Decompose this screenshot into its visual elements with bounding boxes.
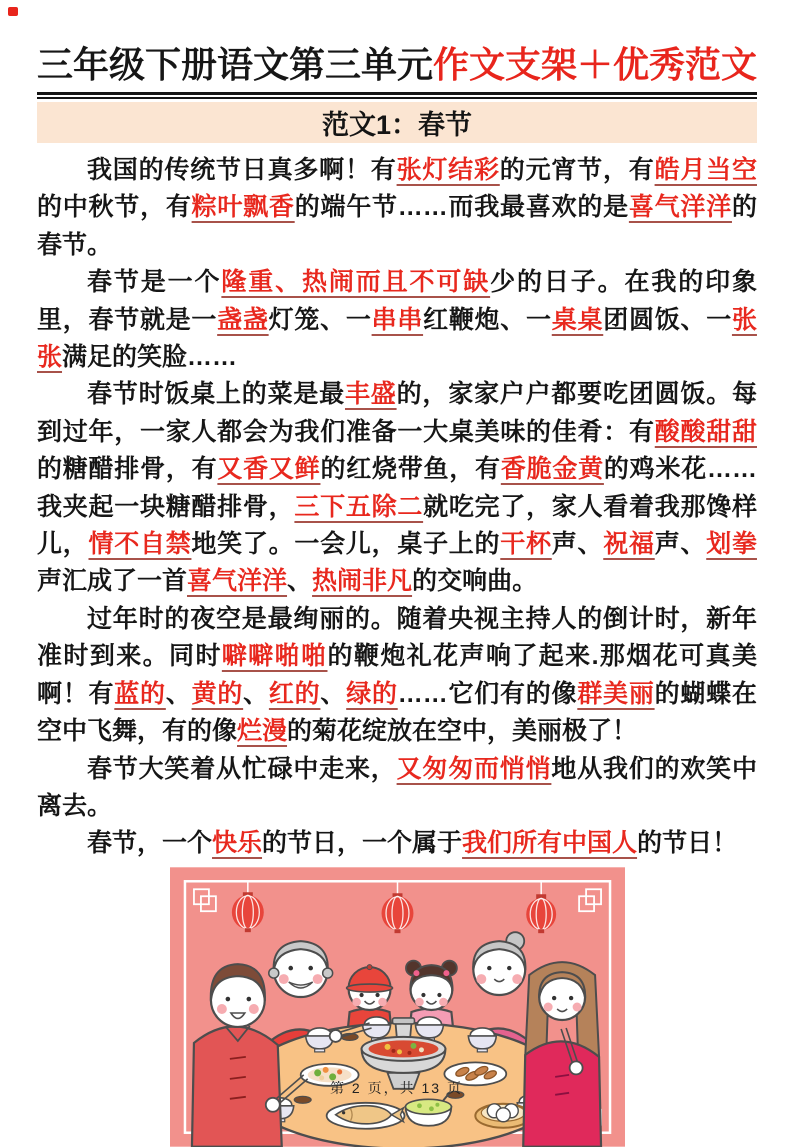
- text-run: 的蝴蝶在空中飞舞，有的像: [37, 679, 757, 746]
- highlighted-phrase: 干杯: [500, 530, 552, 559]
- text-run: 地从我们的欢笑中离去。: [37, 754, 757, 820]
- illustration-container: [37, 867, 757, 1147]
- highlighted-phrase: 又匆匆而悄悄: [396, 754, 552, 783]
- essay-paragraph: [37, 601, 757, 751]
- text-run: 声汇成了一首: [37, 567, 188, 596]
- text-run: 灯笼、一: [268, 305, 372, 334]
- text-run: 的鸡米花……我夹起一块糖醋排骨，: [37, 455, 757, 521]
- text-run: 就吃完了，家人看着我那馋样儿，: [37, 492, 757, 559]
- text-run: 春节，一个: [87, 829, 213, 858]
- highlighted-phrase: 丰盛: [344, 380, 397, 409]
- text-run: 的春节。: [37, 193, 757, 259]
- page-title-black-part: 三年级下册语文第三单元: [37, 44, 434, 85]
- highlighted-phrase: 红的: [268, 679, 321, 708]
- section-banner: [37, 102, 757, 143]
- highlighted-phrase: 张灯结彩: [396, 156, 500, 184]
- highlighted-phrase: 群美丽: [577, 679, 655, 708]
- text-run: 红鞭炮、一: [423, 305, 552, 334]
- highlighted-phrase: 噼噼啪啪: [221, 642, 328, 671]
- highlighted-phrase: 又香又鲜: [217, 455, 321, 484]
- page-title: [37, 40, 757, 90]
- highlighted-phrase: 黄的: [191, 679, 244, 708]
- text-run: 少的日子。在我的印象里，春节就是一: [37, 268, 757, 334]
- section-banner-label: 范文1：春节: [321, 110, 473, 140]
- text-run: 的节日！: [637, 829, 738, 858]
- text-run: 声、: [551, 530, 604, 559]
- text-run: 、: [165, 679, 192, 708]
- text-run: 的交响曲。: [412, 567, 538, 596]
- highlighted-phrase: 喜气洋洋: [628, 193, 732, 222]
- highlighted-phrase: 绿的: [346, 679, 398, 708]
- mother-figure: [523, 962, 601, 1147]
- highlighted-phrase: 酸酸甜甜: [654, 417, 757, 446]
- highlighted-phrase: 情不自禁: [88, 530, 192, 559]
- highlighted-phrase: 烂漫: [237, 717, 288, 746]
- text-run: 我国的传统节日真多啊！有: [87, 156, 397, 184]
- text-run: 地笑了。一会儿，桌子上的: [191, 530, 501, 559]
- essay-paragraph: [37, 751, 757, 826]
- highlighted-phrase: 香脆金黄: [500, 455, 604, 484]
- family-reunion-dinner-illustration: [170, 867, 625, 1147]
- highlighted-phrase: 喜气洋洋: [187, 567, 288, 596]
- essay-body: [37, 152, 757, 863]
- text-run: 的中秋节，有: [37, 193, 192, 222]
- highlighted-phrase: 盏盏: [217, 305, 269, 334]
- highlighted-phrase: 热闹非凡: [312, 567, 413, 596]
- highlighted-phrase: 三下五除二: [294, 492, 424, 521]
- text-run: 声、: [654, 530, 707, 559]
- fish-plate: [326, 1103, 404, 1129]
- highlighted-phrase: 蓝的: [114, 679, 166, 708]
- essay-paragraph: [37, 264, 757, 376]
- text-run: 春节是一个: [87, 268, 222, 297]
- title-double-rule: [37, 92, 757, 99]
- text-run: 的元宵节，有: [499, 156, 655, 184]
- text-run: 的，家家户户都要吃团圆饭。每到过年，一家人都会为我们准备一大桌美味的佳肴：有: [37, 380, 757, 446]
- text-run: 春节时饭桌上的菜是最: [87, 380, 345, 409]
- text-run: 满足的笑脸……: [62, 343, 238, 372]
- essay-paragraph: [37, 825, 757, 862]
- highlighted-phrase: 粽叶飘香: [191, 193, 295, 222]
- highlighted-phrase: 隆重、热闹而且不可缺: [221, 268, 491, 297]
- essay-paragraph: [37, 152, 757, 264]
- text-run: 春节大笑着从忙碌中走来，: [87, 754, 397, 783]
- page-number: 第 2 页，共 13 页: [330, 1080, 463, 1096]
- text-run: 的红烧带鱼，有: [320, 455, 501, 484]
- text-run: 的菊花绽放在空中，美丽极了！: [287, 717, 638, 746]
- highlighted-phrase: 张张: [37, 305, 757, 372]
- text-run: 的鞭炮礼花声响了起来.那烟花可真美啊！有: [37, 642, 757, 708]
- text-run: 过年时的夜空是最绚丽的。随着央视主持人的倒计时，新年准时到来。同时: [37, 604, 757, 671]
- text-run: 、: [287, 567, 313, 596]
- text-run: 的节日，一个属于: [262, 829, 463, 858]
- highlighted-phrase: 祝福: [603, 530, 655, 559]
- highlighted-phrase: 划拳: [706, 530, 757, 559]
- highlighted-phrase: 我们所有中国人: [462, 829, 638, 858]
- text-run: ……它们有的像: [397, 679, 578, 708]
- highlighted-phrase: 快乐: [212, 829, 263, 858]
- highlighted-phrase: 桌桌: [551, 305, 604, 334]
- highlighted-phrase: 串串: [371, 305, 424, 334]
- page-title-red-part: 作文支架＋优秀范文: [433, 44, 758, 85]
- text-run: 的端午节……而我最喜欢的是: [294, 193, 629, 222]
- text-run: 团圆饭、一: [603, 305, 732, 334]
- text-run: 的糖醋排骨，有: [37, 455, 218, 484]
- text-run: 、: [243, 679, 269, 708]
- highlighted-phrase: 皓月当空: [654, 156, 757, 184]
- essay-paragraph: [37, 376, 757, 600]
- page-corner-mark: [8, 7, 18, 16]
- text-run: 、: [320, 679, 347, 708]
